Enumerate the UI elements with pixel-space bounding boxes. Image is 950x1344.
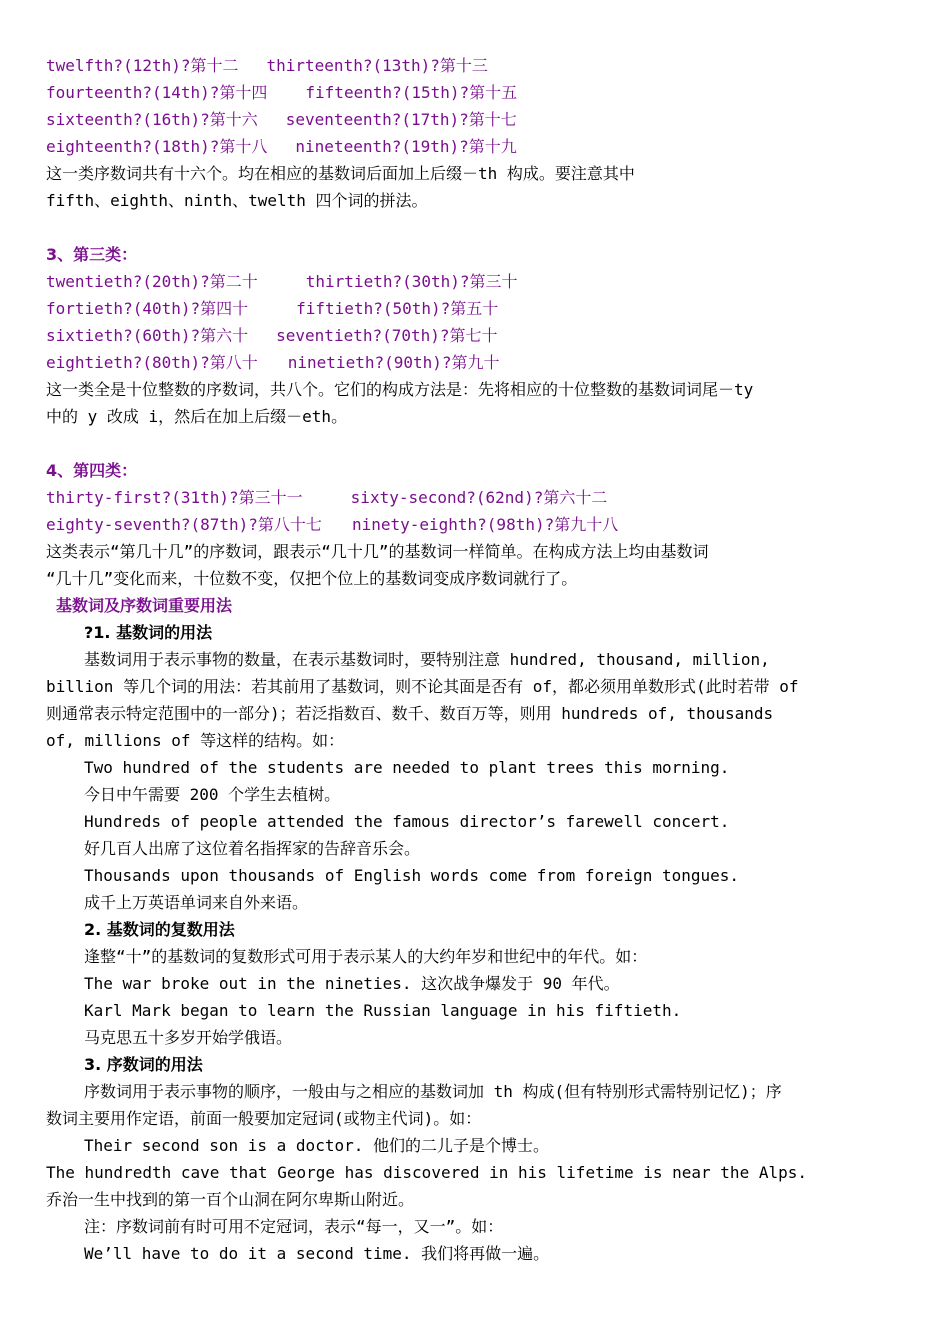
ordinal-entry: sixty-second?(62nd)?第六十二 bbox=[350, 488, 608, 507]
example-english: Karl Mark began to learn the Russian language in his fiftieth. bbox=[84, 1001, 682, 1020]
ordinal-row bbox=[46, 322, 908, 349]
example-sentence: The war broke out in the nineties. 这次战争爆发于 90 年代。 bbox=[84, 974, 620, 993]
ordinal-row bbox=[46, 268, 908, 295]
example-english: Two hundred of the students are needed to plant trees this morning. bbox=[84, 758, 730, 777]
ordinal-row bbox=[46, 295, 908, 322]
section2-heading: 2. 基数词的复数用法 bbox=[84, 920, 235, 939]
section3-paragraph: 数词主要用作定语，前面一般要加定冠词(或物主代词)。如： bbox=[46, 1109, 482, 1128]
example-chinese: 乔治一生中找到的第一百个山洞在阿尔卑斯山附近。 bbox=[46, 1190, 415, 1209]
section1-paragraph: 则通常表示特定范围中的一部分)；若泛指数百、数千、数百万等，则用 hundreds of, thousands bbox=[46, 704, 774, 723]
document-page bbox=[46, 52, 908, 1267]
ordinal-entry: eighty-seventh?(87th)?第八十七 bbox=[46, 515, 322, 534]
class2-note: fifth、eighth、ninth、twelth 四个词的拼法。 bbox=[46, 191, 428, 210]
example-chinese: 今日中午需要 200 个学生去植树。 bbox=[84, 785, 341, 804]
ordinal-entry: fifteenth?(15th)?第十五 bbox=[305, 83, 518, 102]
example-sentence: We’ll have to do it a second time. 我们将再做一遍。 bbox=[84, 1244, 550, 1263]
example-english: Thousands upon thousands of English words come from foreign tongues. bbox=[84, 866, 740, 885]
ordinal-row bbox=[46, 133, 908, 160]
ordinal-entry: sixteenth?(16th)?第十六 bbox=[46, 110, 258, 129]
spacer bbox=[46, 214, 908, 241]
ordinal-row bbox=[46, 511, 908, 538]
ordinal-entry: fiftieth?(50th)?第五十 bbox=[296, 299, 499, 318]
ordinal-entry: twelfth?(12th)?第十二 bbox=[46, 56, 239, 75]
spacer bbox=[46, 430, 908, 457]
section1-paragraph: of, millions of 等这样的结构。如： bbox=[46, 731, 345, 750]
ordinal-entry: twentieth?(20th)?第二十 bbox=[46, 272, 258, 291]
ordinal-entry: fourteenth?(14th)?第十四 bbox=[46, 83, 268, 102]
class2-note: 这一类序数词共有十六个。均在相应的基数词后面加上后缀－th 构成。要注意其中 bbox=[46, 164, 635, 183]
section1-heading: ?1. 基数词的用法 bbox=[84, 623, 213, 642]
class4-note: 这类表示“第几十几”的序数词，跟表示“几十几”的基数词一样简单。在构成方法上均由基数词 bbox=[46, 542, 709, 561]
ordinal-entry: sixtieth?(60th)?第六十 bbox=[46, 326, 249, 345]
class3-note: 这一类全是十位整数的序数词，共八个。它们的构成方法是：先将相应的十位整数的基数词词尾－ty bbox=[46, 380, 754, 399]
section3-paragraph: 序数词用于表示事物的顺序，一般由与之相应的基数词加 th 构成(但有特别形式需特别记忆)；序 bbox=[84, 1082, 782, 1101]
class3-note: 中的 y 改成 i，然后在加上后缀－eth。 bbox=[46, 407, 348, 426]
ordinal-entry: seventeenth?(17th)?第十七 bbox=[285, 110, 517, 129]
note-text: 注：序数词前有时可用不定冠词，表示“每一，又一”。如： bbox=[84, 1217, 504, 1236]
example-chinese: 好几百人出席了这位着名指挥家的告辞音乐会。 bbox=[84, 839, 421, 858]
ordinal-entry: seventieth?(70th)?第七十 bbox=[276, 326, 498, 345]
ordinal-entry: nineteenth?(19th)?第十九 bbox=[295, 137, 517, 156]
ordinal-row bbox=[46, 106, 908, 133]
section1-paragraph: billion 等几个词的用法：若其前用了基数词，则不论其面是否有 of，都必须用单数形式(此时若带 of bbox=[46, 677, 799, 696]
example-english: Hundreds of people attended the famous director’s farewell concert. bbox=[84, 812, 730, 831]
class3-heading: 3、第三类： bbox=[46, 245, 138, 264]
ordinal-row bbox=[46, 52, 908, 79]
example-chinese: 成千上万英语单词来自外来语。 bbox=[84, 893, 309, 912]
example-chinese: 马克思五十多岁开始学俄语。 bbox=[84, 1028, 293, 1047]
usage-heading: 基数词及序数词重要用法 bbox=[56, 596, 233, 615]
ordinal-entry: thirteenth?(13th)?第十三 bbox=[266, 56, 488, 75]
ordinal-entry: ninetieth?(90th)?第九十 bbox=[287, 353, 500, 372]
ordinal-entry: eighteenth?(18th)?第十八 bbox=[46, 137, 268, 156]
ordinal-entry: ninety-eighth?(98th)?第九十八 bbox=[351, 515, 619, 534]
ordinal-row bbox=[46, 79, 908, 106]
ordinal-entry: thirty-first?(31th)?第三十一 bbox=[46, 488, 303, 507]
class4-note: “几十几”变化而来，十位数不变，仅把个位上的基数词变成序数词就行了。 bbox=[46, 569, 578, 588]
class4-heading: 4、第四类： bbox=[46, 461, 138, 480]
section1-paragraph: 基数词用于表示事物的数量，在表示基数词时，要特别注意 hundred, thousand, million, bbox=[84, 650, 770, 669]
ordinal-entry: fortieth?(40th)?第四十 bbox=[46, 299, 249, 318]
example-sentence: Their second son is a doctor. 他们的二儿子是个博士。 bbox=[84, 1136, 549, 1155]
ordinal-entry: thirtieth?(30th)?第三十 bbox=[305, 272, 518, 291]
ordinal-entry: eightieth?(80th)?第八十 bbox=[46, 353, 258, 372]
ordinal-row bbox=[46, 349, 908, 376]
example-english: The hundredth cave that George has discovered in his lifetime is near the Alps. bbox=[46, 1163, 807, 1182]
section2-paragraph: 逢整“十”的基数词的复数形式可用于表示某人的大约年岁和世纪中的年代。如： bbox=[84, 947, 648, 966]
ordinal-row bbox=[46, 484, 908, 511]
section3-heading: 3. 序数词的用法 bbox=[84, 1055, 203, 1074]
